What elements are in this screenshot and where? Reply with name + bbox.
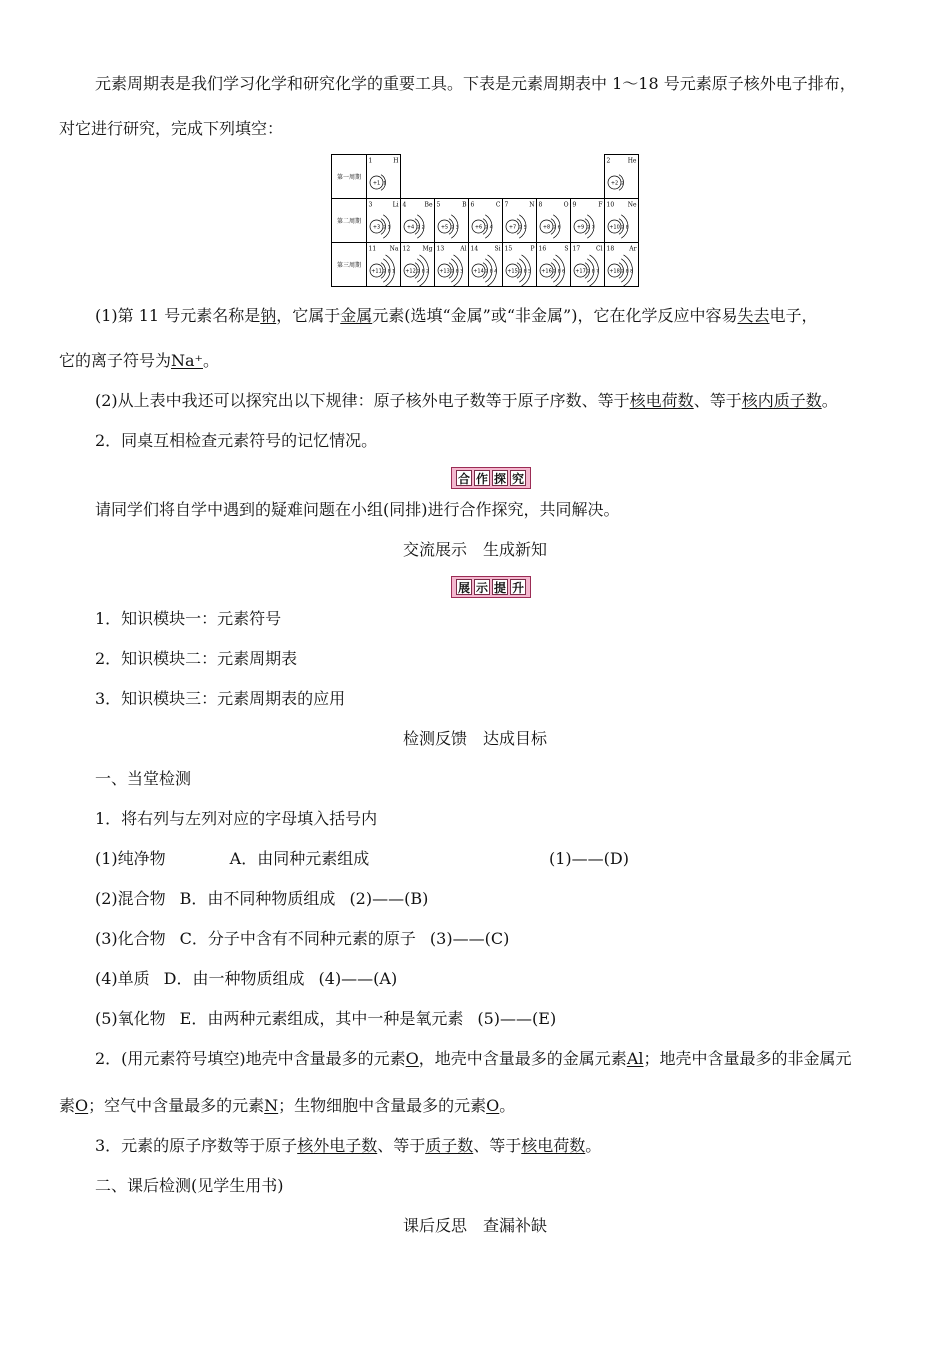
atomic-number: 4: [402, 201, 407, 209]
shell-electron-count: 1: [392, 269, 395, 275]
element-symbol: O: [563, 201, 569, 209]
badge-show: 展 示 提 升: [451, 576, 531, 598]
shell-electron-count: 1: [387, 225, 391, 231]
period-label: 第一周期: [336, 174, 362, 181]
shell-electron-count: 2: [451, 269, 454, 275]
element-symbol: Li: [392, 201, 399, 209]
intro-line-2: 对它进行研究，完成下列填空：: [59, 119, 284, 138]
match-row: (2)混合物 B．由不同种物质组成 (2)——(B): [95, 889, 429, 908]
atomic-number: 18: [606, 245, 615, 253]
intro-line-1: 元素周期表是我们学习化学和研究化学的重要工具。下表是元素周期表中 1～18 号元素原子核外电子排布，: [95, 74, 856, 93]
shell-electron-count: 3: [455, 225, 459, 231]
shell-electron-count: 6: [562, 269, 565, 275]
nuclear-charge: +2: [610, 180, 619, 187]
element-cell-li: [367, 199, 401, 243]
answer-ion-symbol: Na⁺: [171, 351, 203, 370]
element-cell-mg: [401, 243, 435, 287]
periodic-table: [331, 154, 656, 287]
shell-electron-count: 8: [625, 269, 629, 275]
section-1: 一、当堂检测: [95, 769, 192, 788]
nuclear-charge: +17: [575, 268, 586, 275]
shell-electron-count: 2: [553, 225, 556, 231]
shell-electron-count: 2: [587, 225, 590, 231]
atomic-number: 8: [538, 201, 543, 209]
shell-electron-count: 2: [451, 225, 454, 231]
nuclear-charge: +11: [371, 268, 382, 275]
element-symbol: N: [529, 201, 535, 209]
shell-electron-count: 2: [383, 225, 386, 231]
element-cell-he: [605, 155, 639, 199]
element-symbol: Ar: [629, 245, 637, 253]
shell-electron-count: 2: [587, 269, 590, 275]
match-row: (4)单质 D．由一种物质组成 (4)——(A): [95, 969, 398, 988]
element-symbol: B: [462, 201, 467, 209]
element-cell-s: [537, 243, 571, 287]
nuclear-charge: +6: [474, 224, 483, 231]
shell-electron-count: 2: [417, 225, 420, 231]
nuclear-charge: +4: [406, 224, 415, 231]
element-symbol: P: [530, 245, 535, 253]
shell-electron-count: 8: [421, 269, 425, 275]
atomic-number: 12: [402, 245, 411, 253]
element-symbol: He: [627, 157, 637, 165]
task-2-line-1: 2．(用元素符号填空)地壳中含量最多的元素O，地壳中含量最多的金属元素Al；地壳中含量最多的非金属元: [95, 1049, 852, 1068]
shell-electron-count: 2: [417, 269, 420, 275]
task-1: 1．将右列与左列对应的字母填入括号内: [95, 809, 378, 828]
heading-exchange: 交流展示 生成新知: [402, 540, 547, 559]
answer-sodium: 钠: [260, 306, 277, 325]
element-cell-be: [401, 199, 435, 243]
element-cell-f: [571, 199, 605, 243]
match-answer: (1)——(D): [549, 849, 629, 868]
atomic-number: 3: [368, 201, 373, 209]
nuclear-charge: +5: [440, 224, 449, 231]
shell-electron-count: 2: [519, 225, 522, 231]
nuclear-charge: +8: [542, 224, 551, 231]
match-row: (3)化合物 C．分子中含有不同种元素的原子 (3)——(C): [95, 929, 510, 948]
element-symbol: Ne: [627, 201, 637, 209]
atomic-number: 16: [538, 245, 547, 253]
shell-electron-count: 2: [621, 225, 624, 231]
element-symbol: S: [564, 245, 569, 253]
element-symbol: Be: [424, 201, 433, 209]
shell-electron-count: 7: [596, 269, 599, 275]
shell-electron-count: 2: [383, 269, 386, 275]
period-label: 第二周期: [336, 218, 362, 225]
answer-proton-count: 核内质子数: [741, 391, 822, 410]
nuclear-charge: +12: [405, 268, 416, 275]
atomic-number: 14: [470, 245, 479, 253]
answer-lose: 失去: [737, 306, 770, 325]
module-1: 1．知识模块一：元素符号: [95, 609, 282, 628]
q1-line-a: (1)第 11 号元素名称是钠，它属于金属元素(选填“金属”或“非金属”)，它在化学反应中容易失去电子，: [95, 306, 818, 325]
answer-cell-element: O: [486, 1096, 500, 1115]
element-symbol: Mg: [422, 245, 433, 253]
task-3: 3．元素的原子序数等于原子核外电子数、等于质子数、等于核电荷数。: [95, 1136, 602, 1155]
cooperate-text: 请同学们将自学中遇到的疑难问题在小组(同排)进行合作探究，共同解决。: [95, 500, 620, 519]
shell-electron-count: 6: [557, 225, 561, 231]
element-symbol: H: [393, 157, 399, 165]
atomic-number: 17: [572, 245, 581, 253]
atomic-number: 10: [606, 201, 615, 209]
element-cell-h: [367, 155, 401, 199]
nuclear-charge: +15: [507, 268, 518, 275]
element-symbol: Al: [460, 245, 467, 253]
element-cell-al: [435, 243, 469, 287]
match-row: (5)氧化物 E．由两种元素组成，其中一种是氧元素 (5)——(E): [95, 1009, 557, 1028]
element-cell-ne: [605, 199, 639, 243]
atomic-number: 6: [470, 201, 475, 209]
atomic-number: 11: [368, 245, 377, 253]
answer-crust-metal: Al: [626, 1049, 644, 1068]
element-cell-ar: [605, 243, 639, 287]
answer-electron-count: 核外电子数: [297, 1136, 378, 1155]
section-2: 二、课后检测(见学生用书): [95, 1176, 284, 1195]
shell-electron-count: 2: [553, 269, 556, 275]
answer-proton-number: 质子数: [425, 1136, 474, 1155]
q1-line-c: (2)从上表中我还可以探究出以下规律：原子核外电子数等于原子序数、等于核电荷数、等于核内质子数。: [95, 391, 838, 410]
shell-electron-count: 8: [489, 269, 493, 275]
shell-electron-count: 2: [519, 269, 522, 275]
element-symbol: Si: [494, 245, 501, 253]
atomic-number: 7: [504, 201, 509, 209]
nuclear-charge: +9: [576, 224, 585, 231]
match-row: (1)纯净物 A．由同种元素组成: [95, 849, 370, 868]
shell-electron-count: 2: [485, 269, 488, 275]
element-cell-c: [469, 199, 503, 243]
shell-electron-count: 2: [426, 269, 429, 275]
atomic-number: 2: [606, 157, 611, 165]
atomic-number: 9: [572, 201, 577, 209]
answer-crust-element: O: [405, 1049, 419, 1068]
element-cell-na: [367, 243, 401, 287]
nuclear-charge: +1: [372, 180, 381, 187]
atomic-number: 15: [504, 245, 513, 253]
shell-electron-count: 8: [630, 269, 633, 275]
atomic-number: 1: [368, 157, 373, 165]
shell-electron-count: 8: [557, 269, 561, 275]
element-symbol: F: [598, 201, 603, 209]
nuclear-charge: +13: [439, 268, 450, 275]
shell-electron-count: 1: [383, 181, 386, 187]
element-cell-o: [537, 199, 571, 243]
element-cell-cl: [571, 243, 605, 287]
item-2: 2．同桌互相检查元素符号的记忆情况。: [95, 431, 378, 450]
shell-electron-count: 2: [621, 181, 624, 187]
nuclear-charge: +18: [609, 268, 620, 275]
module-2: 2．知识模块二：元素周期表: [95, 649, 298, 668]
element-cell-si: [469, 243, 503, 287]
shell-electron-count: 8: [523, 269, 527, 275]
answer-nuclear-charge: 核电荷数: [629, 391, 694, 410]
element-symbol: Cl: [595, 245, 603, 253]
task-2-line-2: 素O；空气中含量最多的元素N；生物细胞中含量最多的元素O。: [59, 1096, 516, 1115]
period-label: 第三周期: [336, 262, 362, 269]
shell-electron-count: 3: [460, 269, 463, 275]
element-cell-b: [435, 199, 469, 243]
shell-electron-count: 5: [523, 225, 527, 231]
badge-cooperate: 合 作 探 究: [451, 467, 531, 489]
nuclear-charge: +3: [372, 224, 381, 231]
element-symbol: Na: [389, 245, 399, 253]
shell-electron-count: 8: [625, 225, 629, 231]
answer-metal: 金属: [340, 306, 373, 325]
atomic-number: 5: [436, 201, 441, 209]
heading-check: 检测反馈 达成目标: [402, 729, 547, 748]
nuclear-charge: +10: [609, 224, 620, 231]
shell-electron-count: 8: [591, 269, 595, 275]
nuclear-charge: +7: [508, 224, 517, 231]
shell-electron-count: 4: [489, 225, 493, 231]
element-symbol: C: [495, 201, 501, 209]
answer-crust-nonmetal: O: [75, 1096, 89, 1115]
heading-reflect: 课后反思 查漏补缺: [402, 1216, 547, 1235]
shell-electron-count: 8: [387, 269, 391, 275]
shell-electron-count: 2: [421, 225, 425, 231]
atomic-number: 13: [436, 245, 445, 253]
shell-electron-count: 5: [528, 269, 531, 275]
element-cell-p: [503, 243, 537, 287]
answer-charge-number: 核电荷数: [521, 1136, 586, 1155]
shell-electron-count: 8: [455, 269, 459, 275]
element-cell-n: [503, 199, 537, 243]
module-3: 3．知识模块三：元素周期表的应用: [95, 689, 346, 708]
shell-electron-count: 2: [621, 269, 624, 275]
shell-electron-count: 7: [591, 225, 595, 231]
q1-line-b: 它的离子符号为Na⁺。: [59, 351, 220, 370]
shell-electron-count: 2: [485, 225, 488, 231]
shell-electron-count: 4: [494, 269, 497, 275]
nuclear-charge: +14: [473, 268, 484, 275]
answer-air-element: N: [264, 1096, 279, 1115]
nuclear-charge: +16: [541, 268, 552, 275]
